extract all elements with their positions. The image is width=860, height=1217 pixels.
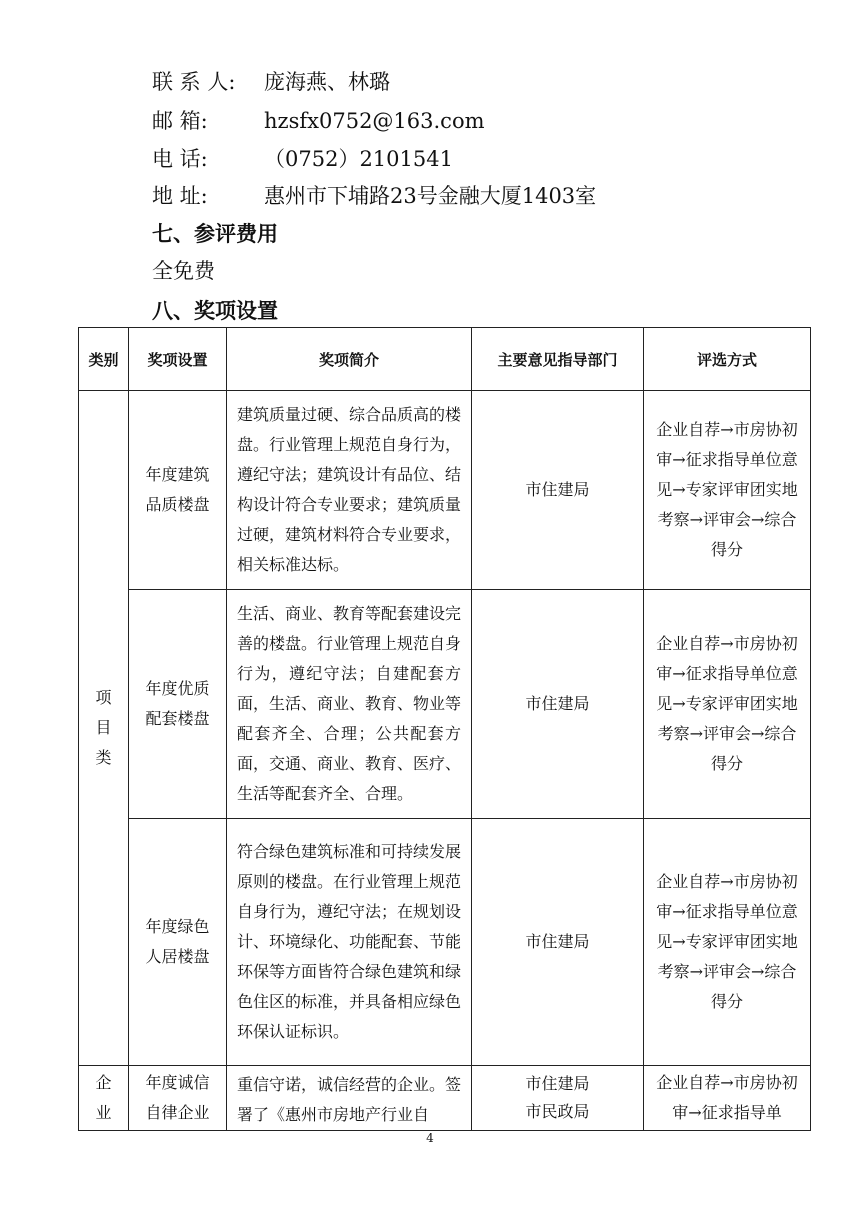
award-name: 年度优质配套楼盘 — [145, 679, 210, 728]
award-method-cell — [644, 391, 811, 590]
page-number: 4 — [426, 1131, 434, 1145]
header-award: 奖项设置 — [129, 328, 227, 391]
header-category: 类别 — [79, 328, 129, 391]
awards-table — [78, 327, 811, 1131]
award-method: 企业自荐→市房协初审→征求指导单位意见→专家评审团实地考察→评审会→综合得分 — [656, 634, 798, 773]
table-row — [79, 819, 811, 1066]
contact-person-label: 联 系 人: — [152, 70, 236, 94]
award-department: 市住建局 — [525, 1074, 590, 1093]
award-method: 企业自荐→市房协初审→征求指导单位意见→专家评审团实地考察→评审会→综合得分 — [656, 420, 798, 559]
contact-phone-value: （0752）2101541 — [264, 147, 453, 171]
award-name-cell — [129, 391, 227, 590]
award-description: 重信守诺，诚信经营的企业。签署了《惠州市房地产行业自 — [227, 1066, 472, 1131]
contact-email-label: 邮 箱: — [152, 109, 208, 133]
award-name: 年度建筑品质楼盘 — [145, 465, 210, 514]
contact-address — [152, 182, 596, 210]
award-method-cell — [644, 1066, 811, 1131]
table-row — [79, 590, 811, 819]
contact-phone-label: 电 话: — [152, 147, 208, 171]
award-name-cell — [129, 819, 227, 1066]
award-department-secondary: 市民政局 — [525, 1102, 590, 1121]
award-method: 企业自荐→市房协初审→征求指导单位意见→专家评审团实地考察→评审会→综合得分 — [656, 872, 798, 1011]
award-method: 企业自荐→市房协初审→征求指导单 — [656, 1073, 798, 1122]
contact-phone — [152, 145, 453, 173]
category-enterprise: 企业 — [95, 1073, 112, 1122]
award-department: 市住建局 — [472, 590, 644, 819]
header-description: 奖项简介 — [227, 328, 472, 391]
contact-address-value: 惠州市下埔路23号金融大厦1403室 — [264, 184, 597, 208]
contact-person — [152, 68, 390, 96]
contact-address-label: 地 址: — [152, 184, 208, 208]
award-name-cell — [129, 1066, 227, 1131]
header-department: 主要意见指导部门 — [472, 328, 644, 391]
contact-person-value: 庞海燕、林璐 — [264, 70, 390, 94]
award-department: 市住建局 — [472, 391, 644, 590]
award-name: 年度绿色人居楼盘 — [145, 917, 210, 966]
award-department-cell — [472, 1066, 644, 1131]
table-row — [79, 1066, 811, 1131]
header-method: 评选方式 — [644, 328, 811, 391]
section-8-heading: 八、奖项设置 — [152, 299, 278, 323]
category-project-cell — [79, 391, 129, 1066]
category-project: 项目类 — [95, 688, 112, 767]
award-description: 建筑质量过硬、综合品质高的楼盘。行业管理上规范自身行为，遵纪守法；建筑设计有品位、结构设计符合专业要求；建筑质量过硬，建筑材料符合专业要求，相关标准达标。 — [227, 391, 472, 590]
award-method-cell — [644, 590, 811, 819]
section-7-text: 全免费 — [152, 259, 215, 283]
award-description: 符合绿色建筑标准和可持续发展原则的楼盘。在行业管理上规范自身行为，遵纪守法；在规划设计、环境绿化、功能配套、节能环保等方面皆符合绿色建筑和绿色住区的标准，并具备相应绿色环保认证标识。 — [227, 819, 472, 1066]
award-name-cell — [129, 590, 227, 819]
award-department: 市住建局 — [472, 819, 644, 1066]
table-header-row — [79, 328, 811, 391]
section-7-heading: 七、参评费用 — [152, 222, 278, 246]
award-name: 年度诚信自律企业 — [145, 1073, 210, 1122]
contact-email-value: hzsfx0752@163.com — [264, 109, 485, 133]
award-description: 生活、商业、教育等配套建设完善的楼盘。行业管理上规范自身行为，遵纪守法；自建配套方面，生活、商业、教育、物业等配套齐全、合理；公共配套方面，交通、商业、教育、医疗、生活等配套齐全、合理。 — [227, 590, 472, 819]
table-row — [79, 391, 811, 590]
contact-email — [152, 107, 485, 135]
category-enterprise-cell — [79, 1066, 129, 1131]
award-method-cell — [644, 819, 811, 1066]
